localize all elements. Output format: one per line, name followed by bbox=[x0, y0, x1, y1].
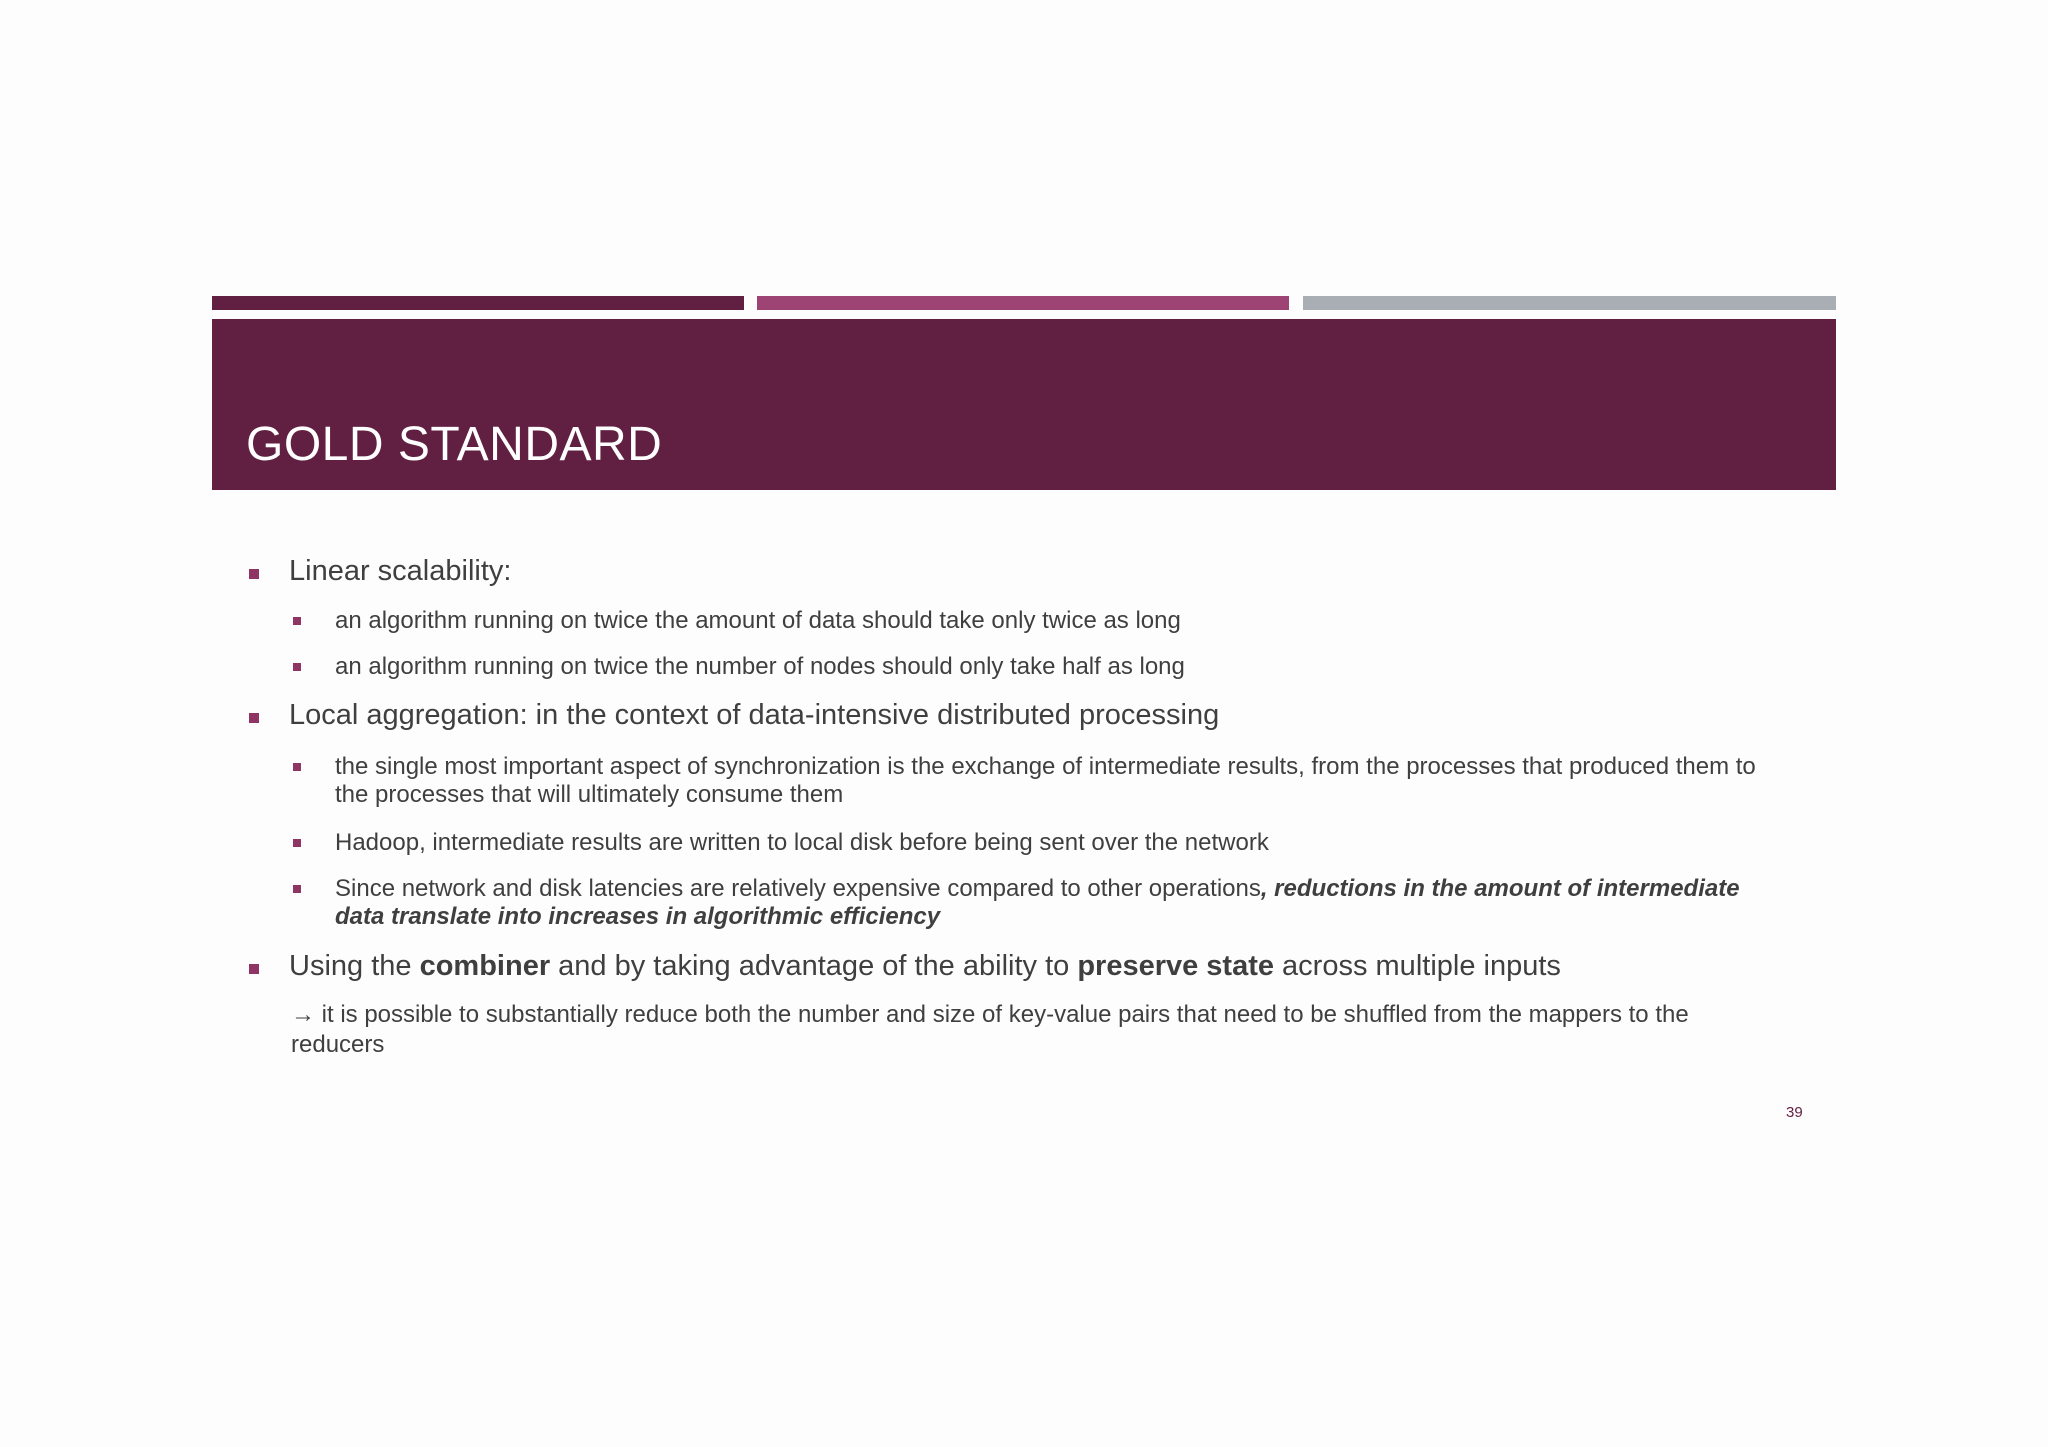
sub-bullet-latencies-line2: data translate into increases in algorithmic efficiency bbox=[335, 903, 941, 930]
combiner-bold-term: combiner bbox=[419, 950, 551, 982]
bullet-linear-scalability: Linear scalability: bbox=[289, 555, 512, 587]
sub-bullet-synchronization-line2: the processes that will ultimately consume them bbox=[335, 781, 844, 808]
bullet-marker-icon bbox=[249, 713, 259, 723]
combiner-text-part: Using the bbox=[289, 950, 420, 982]
sub-bullet-marker-icon bbox=[293, 763, 301, 771]
sub-bullet-marker-icon bbox=[293, 663, 301, 671]
sub-bullet-marker-icon bbox=[293, 617, 301, 625]
bullet-marker-icon bbox=[249, 569, 259, 579]
right-arrow-icon: → bbox=[291, 1001, 315, 1028]
sub-bullet-twice-data: an algorithm running on twice the amount of data should take only twice as long bbox=[335, 607, 1181, 634]
sub-bullet-twice-nodes: an algorithm running on twice the number of nodes should only take half as long bbox=[335, 653, 1185, 680]
combiner-text-part: across multiple inputs bbox=[1274, 950, 1561, 982]
preserve-state-bold-term: preserve state bbox=[1077, 950, 1274, 982]
sub-bullet-marker-icon bbox=[293, 885, 301, 893]
page-number: 39 bbox=[1786, 1104, 1803, 1121]
combiner-follow-line1 bbox=[291, 1001, 1689, 1029]
combiner-follow-text: it is possible to substantially reduce both the number and size of key-value pairs that need to be shuffled from the mappers to the bbox=[315, 1001, 1689, 1028]
latencies-emphasis-text: , reductions in the amount of intermediate bbox=[1260, 875, 1740, 902]
sub-bullet-synchronization-line1: the single most important aspect of synchronization is the exchange of intermediate results, from the processes that produced them to bbox=[335, 753, 1756, 780]
bullet-combiner bbox=[289, 950, 1561, 983]
combiner-follow-line2: reducers bbox=[291, 1031, 385, 1058]
sub-bullet-hadoop: Hadoop, intermediate results are written to local disk before being sent over the network bbox=[335, 829, 1269, 856]
bullet-marker-icon bbox=[249, 964, 259, 974]
sub-bullet-marker-icon bbox=[293, 839, 301, 847]
combiner-text-part: and by taking advantage of the ability to bbox=[550, 950, 1078, 982]
sub-bullet-latencies-line1 bbox=[335, 875, 1740, 903]
bullet-local-aggregation: Local aggregation: in the context of data-intensive distributed processing bbox=[289, 699, 1220, 731]
slide-title: GOLD STANDARD bbox=[246, 418, 663, 471]
latencies-plain-text: Since network and disk latencies are relatively expensive compared to other operations bbox=[335, 875, 1261, 902]
